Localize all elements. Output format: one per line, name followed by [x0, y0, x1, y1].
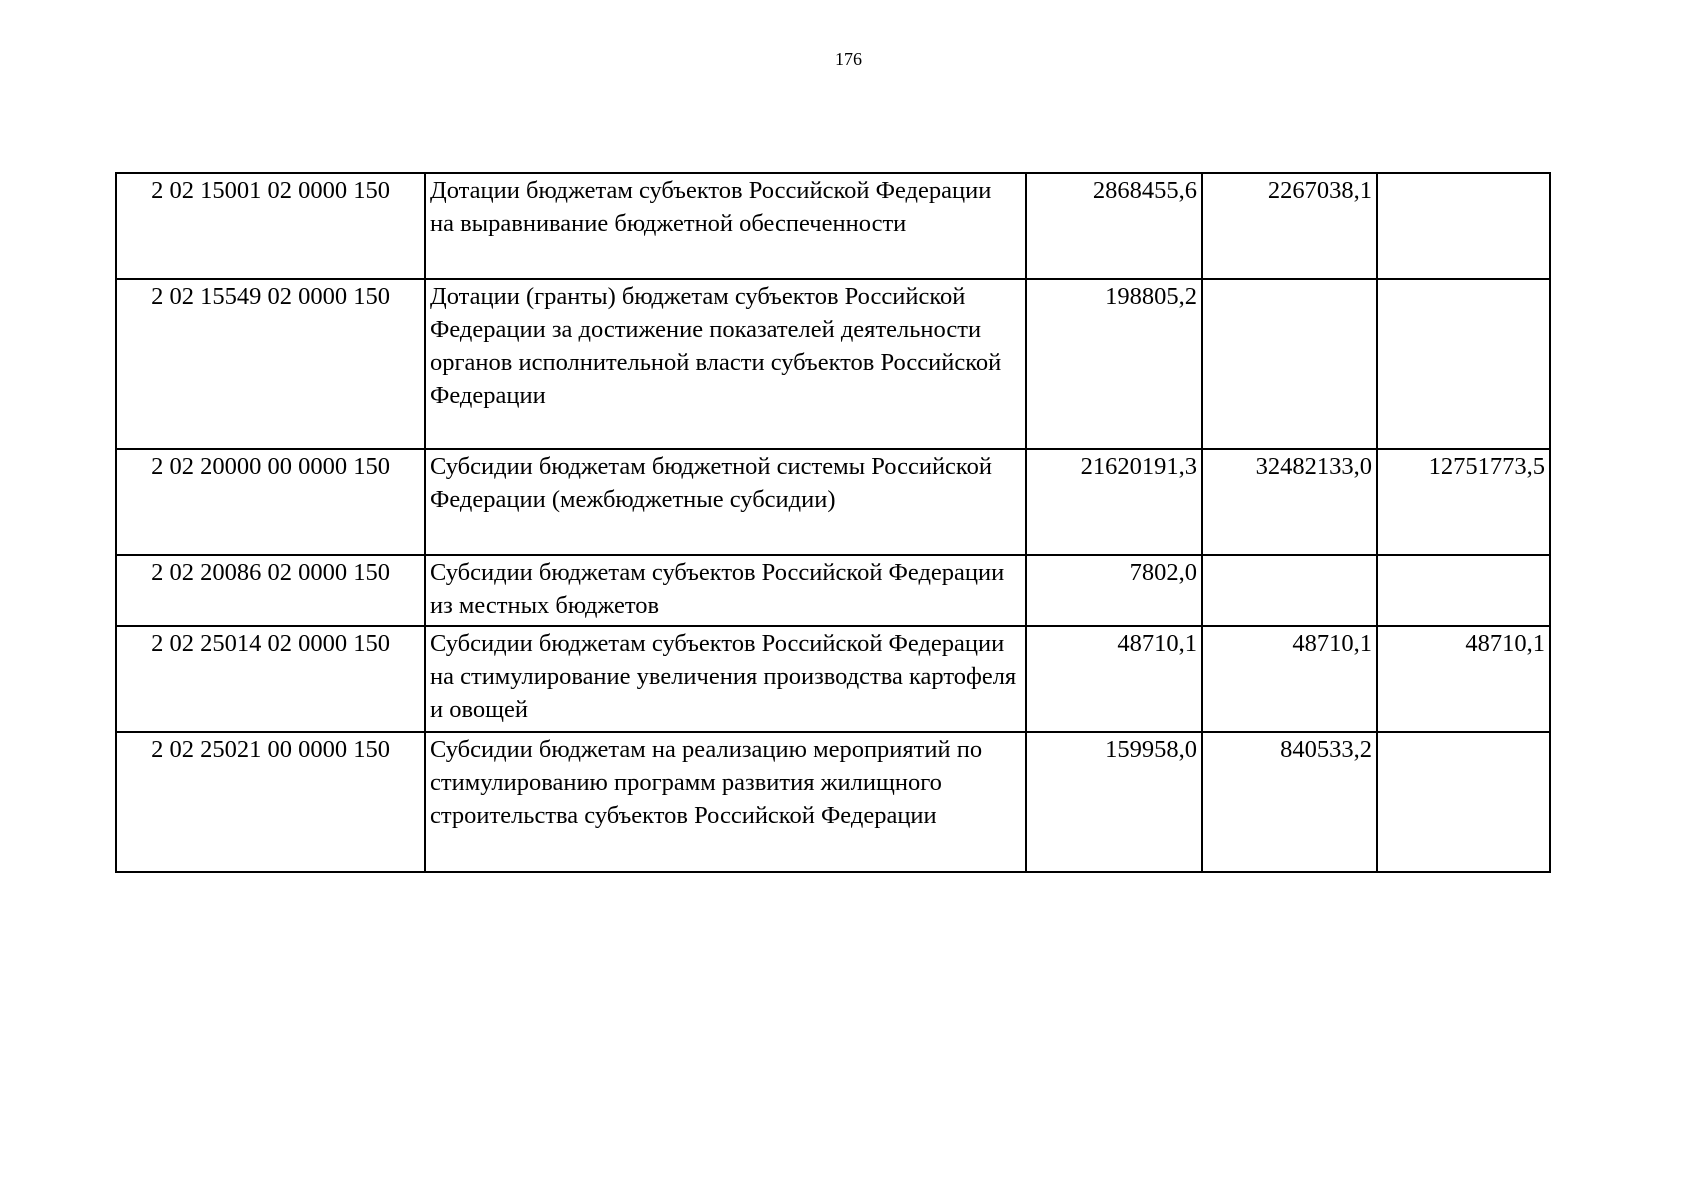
- table-row: [116, 626, 1550, 732]
- revenue-name-cell: Субсидии бюджетам субъектов Российской Федерации из местных бюджетов: [425, 555, 1026, 626]
- amount-cell-year-2: 32482133,0: [1202, 449, 1377, 555]
- budget-code-cell: 2 02 15549 02 0000 150: [116, 279, 425, 449]
- table-row: [116, 555, 1550, 626]
- table-row: [116, 732, 1550, 872]
- table-row: [116, 279, 1550, 449]
- amount-cell-year-1: 48710,1: [1026, 626, 1202, 732]
- amount-cell-year-3: 12751773,5: [1377, 449, 1550, 555]
- revenue-name-cell: Субсидии бюджетам бюджетной системы Российской Федерации (межбюджетные субсидии): [425, 449, 1026, 555]
- table-row: [116, 449, 1550, 555]
- amount-cell-year-2: 2267038,1: [1202, 173, 1377, 279]
- budget-code-cell: 2 02 20086 02 0000 150: [116, 555, 425, 626]
- revenue-name-cell: Субсидии бюджетам на реализацию мероприятий по стимулированию программ развития жилищного строительства субъектов Российской Федерации: [425, 732, 1026, 872]
- page-number: 176: [835, 49, 862, 69]
- amount-cell-year-3: [1377, 732, 1550, 872]
- budget-code-cell: 2 02 25021 00 0000 150: [116, 732, 425, 872]
- revenue-name-cell: Дотации (гранты) бюджетам субъектов Российской Федерации за достижение показателей деятельности органов исполнительной власти субъектов Российской Федерации: [425, 279, 1026, 449]
- amount-cell-year-2: 840533,2: [1202, 732, 1377, 872]
- amount-cell-year-1: 7802,0: [1026, 555, 1202, 626]
- amount-cell-year-1: 198805,2: [1026, 279, 1202, 449]
- amount-cell-year-1: 21620191,3: [1026, 449, 1202, 555]
- table-row: [116, 173, 1550, 279]
- amount-cell-year-3: 48710,1: [1377, 626, 1550, 732]
- amount-cell-year-1: 2868455,6: [1026, 173, 1202, 279]
- amount-cell-year-2: [1202, 555, 1377, 626]
- amount-cell-year-2: [1202, 279, 1377, 449]
- revenue-name-cell: Субсидии бюджетам субъектов Российской Федерации на стимулирование увеличения производства картофеля и овощей: [425, 626, 1026, 732]
- budget-code-cell: 2 02 15001 02 0000 150: [116, 173, 425, 279]
- amount-cell-year-3: [1377, 173, 1550, 279]
- budget-code-cell: 2 02 20000 00 0000 150: [116, 449, 425, 555]
- budget-revenue-table: [115, 172, 1551, 873]
- amount-cell-year-1: 159958,0: [1026, 732, 1202, 872]
- budget-code-cell: 2 02 25014 02 0000 150: [116, 626, 425, 732]
- revenue-name-cell: Дотации бюджетам субъектов Российской Федерации на выравнивание бюджетной обеспеченности: [425, 173, 1026, 279]
- amount-cell-year-2: 48710,1: [1202, 626, 1377, 732]
- amount-cell-year-3: [1377, 555, 1550, 626]
- amount-cell-year-3: [1377, 279, 1550, 449]
